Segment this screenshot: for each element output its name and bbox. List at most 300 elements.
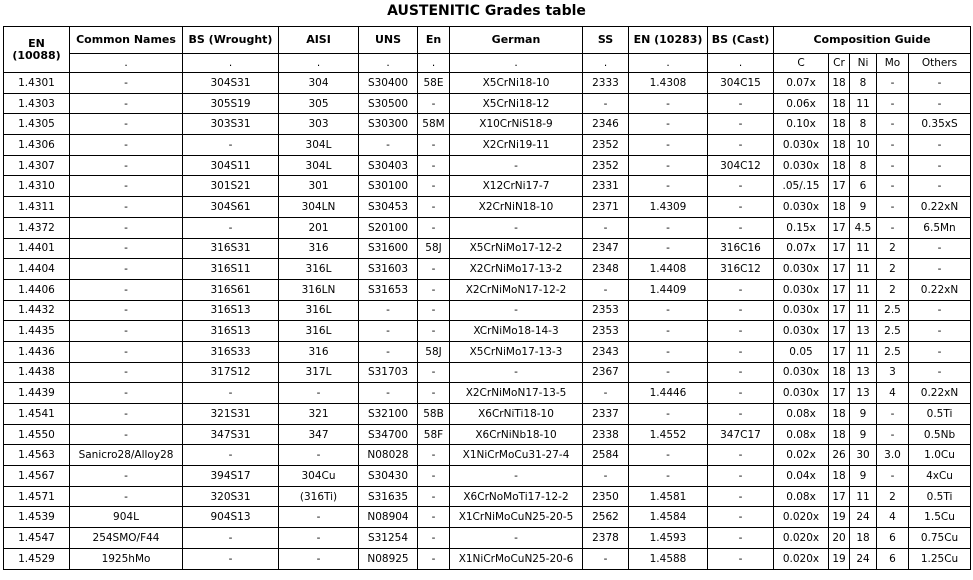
cell-ss: - (583, 280, 629, 301)
cell-mo: - (877, 94, 909, 115)
cell-bs-cast: - (708, 507, 774, 528)
cell-aisi: - (279, 528, 359, 549)
cell-bs-wrought: 316S11 (183, 259, 279, 280)
cell-uns: S30300 (359, 114, 418, 135)
cell-aisi: 305 (279, 94, 359, 115)
cell-ni: 8 (850, 156, 877, 177)
cell-en: - (418, 156, 450, 177)
cell-en-10088: 1.4372 (4, 218, 70, 239)
cell-en-10283: - (629, 321, 708, 342)
cell-bs-cast: - (708, 363, 774, 384)
cell-cr: 17 (829, 342, 850, 363)
cell-uns: S31703 (359, 363, 418, 384)
dot-cell: . (583, 54, 629, 73)
cell-german: X5CrNi18-10 (450, 73, 583, 94)
cell-mo: - (877, 156, 909, 177)
cell-german: X6CrNoMoTi17-12-2 (450, 487, 583, 508)
cell-en-10283: 1.4593 (629, 528, 708, 549)
cell-uns: S31635 (359, 487, 418, 508)
cell-ss: 2562 (583, 507, 629, 528)
table-row (4, 73, 971, 94)
cell-common-name: - (70, 156, 183, 177)
cell-uns: - (359, 321, 418, 342)
cell-uns: - (359, 135, 418, 156)
cell-en: 58B (418, 404, 450, 425)
cell-bs-cast: - (708, 218, 774, 239)
cell-common-name: - (70, 280, 183, 301)
cell-common-name: - (70, 363, 183, 384)
cell-bs-cast: - (708, 94, 774, 115)
cell-bs-cast: 347C17 (708, 425, 774, 446)
cell-aisi: 304Cu (279, 466, 359, 487)
cell-uns: N08904 (359, 507, 418, 528)
dot-cell: . (418, 54, 450, 73)
cell-mo: - (877, 135, 909, 156)
cell-en: - (418, 197, 450, 218)
table-row (4, 549, 971, 570)
cell-mo: 2 (877, 280, 909, 301)
cell-c: 0.08x (774, 425, 829, 446)
cell-uns: - (359, 383, 418, 404)
header-others: Others (909, 54, 971, 73)
cell-ss: 2353 (583, 301, 629, 322)
cell-bs-wrought: 303S31 (183, 114, 279, 135)
cell-ni: 13 (850, 363, 877, 384)
cell-others: 1.25Cu (909, 549, 971, 570)
cell-en-10283: - (629, 363, 708, 384)
cell-common-name: - (70, 114, 183, 135)
cell-bs-wrought: 301S21 (183, 176, 279, 197)
cell-others: - (909, 73, 971, 94)
table-row (4, 528, 971, 549)
cell-bs-wrought: 904S13 (183, 507, 279, 528)
cell-bs-cast: 304C15 (708, 73, 774, 94)
cell-german: X2CrNi19-11 (450, 135, 583, 156)
cell-mo: 6 (877, 549, 909, 570)
cell-en: 58J (418, 239, 450, 260)
cell-en-10283: 1.4446 (629, 383, 708, 404)
cell-en-10283: - (629, 301, 708, 322)
header-cr: Cr (829, 54, 850, 73)
cell-others: 0.5Ti (909, 487, 971, 508)
cell-ni: 11 (850, 239, 877, 260)
cell-bs-cast: 316C12 (708, 259, 774, 280)
cell-bs-cast: - (708, 383, 774, 404)
cell-bs-cast: - (708, 342, 774, 363)
cell-en: 58F (418, 425, 450, 446)
cell-bs-cast: - (708, 280, 774, 301)
cell-c: 0.02x (774, 445, 829, 466)
cell-mo: 2.5 (877, 301, 909, 322)
header-mo: Mo (877, 54, 909, 73)
cell-ni: 13 (850, 383, 877, 404)
cell-en-10283: - (629, 445, 708, 466)
table-row (4, 135, 971, 156)
cell-cr: 17 (829, 259, 850, 280)
header-uns: UNS (359, 27, 418, 54)
cell-ss: - (583, 466, 629, 487)
cell-bs-wrought: 304S11 (183, 156, 279, 177)
cell-en-10283: 1.4309 (629, 197, 708, 218)
cell-en-10088: 1.4439 (4, 383, 70, 404)
cell-cr: 26 (829, 445, 850, 466)
cell-aisi: 303 (279, 114, 359, 135)
cell-ni: 24 (850, 507, 877, 528)
cell-ni: 24 (850, 549, 877, 570)
cell-ni: 18 (850, 528, 877, 549)
cell-ss: 2331 (583, 176, 629, 197)
cell-bs-wrought: - (183, 528, 279, 549)
cell-german: X1CrNiMoCuN25-20-5 (450, 507, 583, 528)
header-german: German (450, 27, 583, 54)
cell-en-10088: 1.4401 (4, 239, 70, 260)
cell-aisi: 316 (279, 239, 359, 260)
cell-others: 0.75Cu (909, 528, 971, 549)
cell-en-10088: 1.4301 (4, 73, 70, 94)
cell-german: X5CrNiMo17-13-3 (450, 342, 583, 363)
cell-bs-cast: - (708, 528, 774, 549)
cell-cr: 18 (829, 156, 850, 177)
cell-bs-cast: - (708, 445, 774, 466)
cell-cr: 17 (829, 239, 850, 260)
dot-cell: . (359, 54, 418, 73)
table-row (4, 487, 971, 508)
header-ni: Ni (850, 54, 877, 73)
cell-mo: - (877, 114, 909, 135)
cell-uns: S31600 (359, 239, 418, 260)
cell-common-name: - (70, 218, 183, 239)
cell-c: 0.15x (774, 218, 829, 239)
cell-en-10088: 1.4550 (4, 425, 70, 446)
header-bs-cast: BS (Cast) (708, 27, 774, 54)
cell-mo: - (877, 176, 909, 197)
cell-cr: 18 (829, 404, 850, 425)
cell-german: - (450, 156, 583, 177)
cell-ni: 9 (850, 197, 877, 218)
cell-german: X6CrNiTi18-10 (450, 404, 583, 425)
cell-mo: - (877, 425, 909, 446)
cell-ss: 2348 (583, 259, 629, 280)
cell-c: 0.020x (774, 528, 829, 549)
cell-cr: 17 (829, 321, 850, 342)
cell-others: - (909, 342, 971, 363)
header-en-10088: EN (10088) (4, 27, 70, 73)
cell-bs-cast: - (708, 301, 774, 322)
cell-uns: S31254 (359, 528, 418, 549)
cell-aisi: 316L (279, 259, 359, 280)
cell-aisi: 316LN (279, 280, 359, 301)
cell-german: X2CrNiMoN17-12-2 (450, 280, 583, 301)
cell-mo: - (877, 218, 909, 239)
cell-mo: 4 (877, 383, 909, 404)
cell-common-name: Sanicro28/Alloy28 (70, 445, 183, 466)
cell-ni: 10 (850, 135, 877, 156)
cell-common-name: 904L (70, 507, 183, 528)
cell-ss: 2367 (583, 363, 629, 384)
cell-c: 0.04x (774, 466, 829, 487)
cell-en-10283: 1.4588 (629, 549, 708, 570)
cell-mo: - (877, 73, 909, 94)
cell-others: 6.5Mn (909, 218, 971, 239)
cell-aisi: 316L (279, 301, 359, 322)
cell-others: - (909, 301, 971, 322)
cell-ss: 2347 (583, 239, 629, 260)
cell-common-name: - (70, 73, 183, 94)
cell-bs-wrought: 316S61 (183, 280, 279, 301)
cell-german: X1NiCrMoCuN25-20-6 (450, 549, 583, 570)
cell-en-10088: 1.4307 (4, 156, 70, 177)
cell-en-10088: 1.4547 (4, 528, 70, 549)
cell-bs-wrought: 304S31 (183, 73, 279, 94)
cell-ni: 8 (850, 114, 877, 135)
cell-german: X2CrNiMo17-13-2 (450, 259, 583, 280)
table-row (4, 363, 971, 384)
cell-en-10088: 1.4311 (4, 197, 70, 218)
cell-ss: - (583, 94, 629, 115)
cell-cr: 17 (829, 280, 850, 301)
cell-common-name: - (70, 197, 183, 218)
cell-common-name: - (70, 383, 183, 404)
cell-others: - (909, 363, 971, 384)
cell-bs-wrought: 316S31 (183, 239, 279, 260)
cell-ni: 11 (850, 342, 877, 363)
cell-ss: 2371 (583, 197, 629, 218)
cell-common-name: - (70, 466, 183, 487)
cell-c: 0.07x (774, 239, 829, 260)
cell-bs-cast: - (708, 176, 774, 197)
cell-en-10088: 1.4432 (4, 301, 70, 322)
cell-others: 1.0Cu (909, 445, 971, 466)
cell-c: 0.05 (774, 342, 829, 363)
cell-bs-cast: - (708, 135, 774, 156)
header-composition-guide: Composition Guide (774, 27, 971, 54)
cell-aisi: 316L (279, 321, 359, 342)
cell-bs-wrought: 304S61 (183, 197, 279, 218)
cell-c: 0.07x (774, 73, 829, 94)
cell-common-name: 254SMO/F44 (70, 528, 183, 549)
cell-german: - (450, 466, 583, 487)
cell-cr: 17 (829, 487, 850, 508)
cell-aisi: - (279, 549, 359, 570)
cell-mo: 6 (877, 528, 909, 549)
table-row (4, 239, 971, 260)
cell-c: 0.020x (774, 549, 829, 570)
cell-en-10088: 1.4303 (4, 94, 70, 115)
cell-uns: S30430 (359, 466, 418, 487)
cell-ni: 11 (850, 94, 877, 115)
cell-german: - (450, 528, 583, 549)
cell-ss: 2353 (583, 321, 629, 342)
cell-others: 0.22xN (909, 280, 971, 301)
cell-bs-wrought: 316S13 (183, 301, 279, 322)
table-row (4, 218, 971, 239)
cell-cr: 18 (829, 363, 850, 384)
cell-mo: 2.5 (877, 342, 909, 363)
cell-uns: S30400 (359, 73, 418, 94)
cell-ss: 2343 (583, 342, 629, 363)
cell-bs-wrought: - (183, 218, 279, 239)
cell-ss: 2378 (583, 528, 629, 549)
cell-german: X12CrNi17-7 (450, 176, 583, 197)
cell-others: 1.5Cu (909, 507, 971, 528)
cell-aisi: 304L (279, 135, 359, 156)
cell-ni: 30 (850, 445, 877, 466)
cell-german: X2CrNiN18-10 (450, 197, 583, 218)
header-en-10283: EN (10283) (629, 27, 708, 54)
cell-uns: S30453 (359, 197, 418, 218)
cell-mo: - (877, 466, 909, 487)
cell-en-10088: 1.4571 (4, 487, 70, 508)
cell-bs-wrought: - (183, 135, 279, 156)
dot-cell: . (629, 54, 708, 73)
cell-aisi: - (279, 383, 359, 404)
cell-uns: S32100 (359, 404, 418, 425)
cell-german: X5CrNi18-12 (450, 94, 583, 115)
cell-bs-wrought: 394S17 (183, 466, 279, 487)
cell-en-10088: 1.4310 (4, 176, 70, 197)
cell-bs-wrought: 320S31 (183, 487, 279, 508)
cell-ni: 8 (850, 73, 877, 94)
cell-cr: 18 (829, 114, 850, 135)
cell-aisi: 317L (279, 363, 359, 384)
cell-german: X2CrNiMoN17-13-5 (450, 383, 583, 404)
cell-en-10088: 1.4406 (4, 280, 70, 301)
cell-aisi: 201 (279, 218, 359, 239)
cell-common-name: - (70, 301, 183, 322)
cell-en: - (418, 321, 450, 342)
cell-bs-cast: 304C12 (708, 156, 774, 177)
cell-en: - (418, 135, 450, 156)
cell-cr: 17 (829, 176, 850, 197)
cell-bs-wrought: 347S31 (183, 425, 279, 446)
cell-uns: S30403 (359, 156, 418, 177)
cell-cr: 18 (829, 135, 850, 156)
cell-uns: N08028 (359, 445, 418, 466)
cell-ni: 11 (850, 259, 877, 280)
cell-cr: 17 (829, 383, 850, 404)
cell-cr: 19 (829, 507, 850, 528)
cell-en: - (418, 176, 450, 197)
cell-c: .05/.15 (774, 176, 829, 197)
cell-bs-wrought: - (183, 383, 279, 404)
cell-en-10088: 1.4567 (4, 466, 70, 487)
cell-aisi: 347 (279, 425, 359, 446)
header-en: En (418, 27, 450, 54)
dot-cell: . (279, 54, 359, 73)
table-row (4, 280, 971, 301)
dot-cell: . (183, 54, 279, 73)
cell-cr: 18 (829, 425, 850, 446)
cell-mo: 3.0 (877, 445, 909, 466)
cell-german: - (450, 218, 583, 239)
cell-german: X1NiCrMoCu31-27-4 (450, 445, 583, 466)
cell-mo: 3 (877, 363, 909, 384)
table-row (4, 94, 971, 115)
cell-en-10283: 1.4308 (629, 73, 708, 94)
table-row (4, 342, 971, 363)
cell-common-name: - (70, 176, 183, 197)
cell-en-10283: 1.4581 (629, 487, 708, 508)
cell-uns: - (359, 342, 418, 363)
cell-en-10283: 1.4409 (629, 280, 708, 301)
table-row (4, 507, 971, 528)
cell-en: - (418, 528, 450, 549)
cell-mo: - (877, 197, 909, 218)
cell-german: - (450, 301, 583, 322)
cell-c: 0.030x (774, 321, 829, 342)
table-row (4, 466, 971, 487)
cell-en-10283: - (629, 218, 708, 239)
cell-uns: - (359, 301, 418, 322)
cell-ss: - (583, 549, 629, 570)
cell-bs-wrought: - (183, 549, 279, 570)
table-body (4, 73, 971, 570)
cell-ss: 2337 (583, 404, 629, 425)
cell-en: 58E (418, 73, 450, 94)
cell-uns: S31653 (359, 280, 418, 301)
cell-en-10283: 1.4552 (629, 425, 708, 446)
cell-aisi: 304L (279, 156, 359, 177)
cell-bs-wrought: 316S13 (183, 321, 279, 342)
cell-en-10088: 1.4438 (4, 363, 70, 384)
cell-en-10088: 1.4306 (4, 135, 70, 156)
cell-ss: 2584 (583, 445, 629, 466)
cell-bs-cast: - (708, 549, 774, 570)
cell-others: 0.22xN (909, 197, 971, 218)
cell-en-10283: - (629, 239, 708, 260)
cell-others: - (909, 259, 971, 280)
cell-uns: S34700 (359, 425, 418, 446)
cell-mo: 2 (877, 259, 909, 280)
cell-common-name: - (70, 321, 183, 342)
cell-others: - (909, 321, 971, 342)
cell-c: 0.08x (774, 487, 829, 508)
table-row (4, 321, 971, 342)
cell-common-name: - (70, 239, 183, 260)
cell-en: - (418, 280, 450, 301)
cell-others: 4xCu (909, 466, 971, 487)
cell-en: - (418, 466, 450, 487)
cell-mo: 2 (877, 487, 909, 508)
cell-c: 0.020x (774, 507, 829, 528)
cell-ss: 2338 (583, 425, 629, 446)
table-row (4, 383, 971, 404)
cell-en: - (418, 445, 450, 466)
cell-common-name: - (70, 487, 183, 508)
cell-ss: 2352 (583, 156, 629, 177)
cell-c: 0.030x (774, 363, 829, 384)
austenitic-grades-table (3, 26, 971, 570)
header-c: C (774, 54, 829, 73)
table-row (4, 156, 971, 177)
cell-ss: - (583, 218, 629, 239)
cell-ni: 9 (850, 466, 877, 487)
dot-cell: . (450, 54, 583, 73)
cell-en: - (418, 383, 450, 404)
cell-en-10088: 1.4305 (4, 114, 70, 135)
cell-c: 0.030x (774, 259, 829, 280)
cell-common-name: - (70, 94, 183, 115)
cell-aisi: 304 (279, 73, 359, 94)
cell-aisi: 301 (279, 176, 359, 197)
cell-common-name: - (70, 342, 183, 363)
cell-uns: S31603 (359, 259, 418, 280)
cell-c: 0.030x (774, 156, 829, 177)
cell-ni: 6 (850, 176, 877, 197)
cell-en-10283: - (629, 156, 708, 177)
cell-en-10088: 1.4435 (4, 321, 70, 342)
cell-ni: 11 (850, 301, 877, 322)
